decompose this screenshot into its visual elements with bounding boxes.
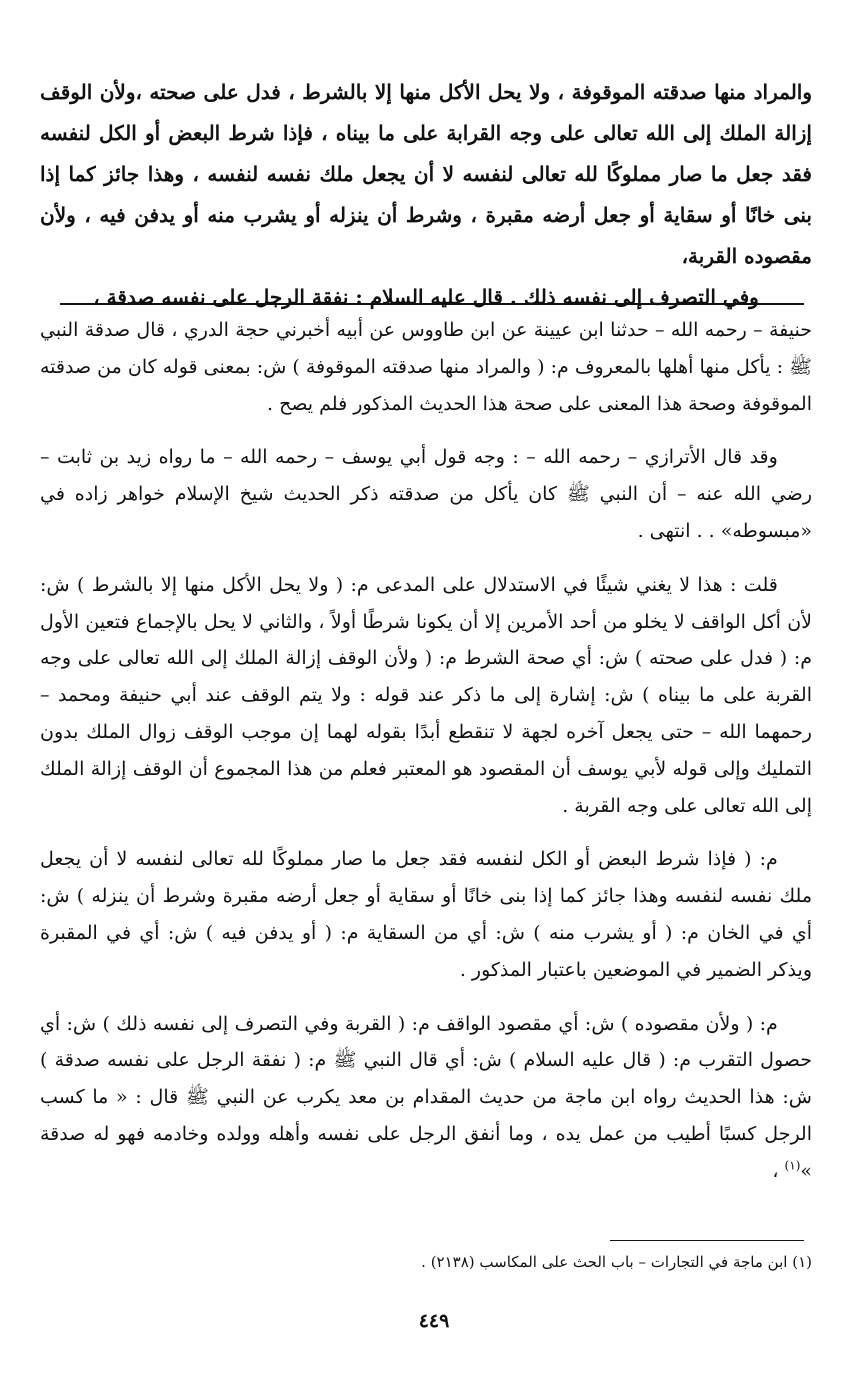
commentary-paragraph [40,1006,812,1190]
commentary-paragraph: م: ( فإذا شرط البعض أو الكل لنفسه فقد جعل ما صار مملوكًا لله تعالى لنفسه لا أن يجعل ملك نفسه لنفسه وهذا جائز كما إذا بنى خانًا أو سقاية أو جعل أرضه مقبرة وشرط أن ينزله ) ش: أي في الخان م: ( أو يشرب منه ) ش: أي من السقاية م: ( أو يدفن فيه ) ش: أي في المقبرة ويذكر الضمير في الموضعين باعتبار المذكور . [40,848,813,981]
footnote: (١) ابن ماجة في التجارات – باب الحث على المكاسب (٢١٣٨) . [421,1253,812,1271]
separator-rule [60,303,804,305]
main-text-last-line: وفي التصرف إلى نفسه ذلك . قال عليه السلام : نفقة الرجل على نفسه صدقة ، [93,285,759,309]
footnote-reference: (١) [784,1158,801,1173]
commentary-paragraph-end: ، [772,1159,785,1182]
commentary [40,312,812,1207]
page-number: ٤٤٩ [418,1310,450,1332]
main-text-body: والمراد منها صدقته الموقوفة ، ولا يحل الأكل منها إلا بالشرط ، فدل على صحته ،ولأن الوقف إزالة الملك إلى الله تعالى على وجه القرابة على ما بيناه ، فإذا شرط البعض أو الكل لنفسه فقد جعل ما صار مملوكًا لله تعالى لنفسه لا أن يجعل ملك نفسه لنفسه ، وهذا جائز كما إذا بنى خانًا أو سقاية أو جعل أرضه مقبرة ، وشرط أن ينزله أو يشرب منه أو يدفن فيه ، ولأن مقصوده القربة، [40,80,812,268]
footnote-rule [610,1240,804,1241]
commentary-paragraph: قلت : هذا لا يغني شيئًا في الاستدلال على المدعى م: ( ولا يحل الأكل منها إلا بالشرط ) ش: لأن أكل الواقف لا يخلو من أحد الأمرين إلا أن يكونا شرطًا أولاً ، والثاني لا يحل بالإجماع فتعين الأول م: ( فدل على صحته ) ش: أي صحة الشرط م: ( ولأن الوقف إزالة الملك إلى الله تعالى على وجه القربة على ما بيناه ) ش: إشارة إلى ما ذكر عند قوله : ولا يتم الوقف عند أبي حنيفة ومحمد – رحمهما الله – حتى يجعل آخره لجهة لا تنقطع أبدًا بقوله لهما إن موجب الوقف زوال الملك بدون التمليك وإلى قوله لأبي يوسف أن المقصود هو المعتبر فعلم من هذا المجموع أن الوقف إزالة الملك إلى الله تعالى على وجه القربة . [40,573,812,817]
commentary-paragraph: حنيفة – رحمه الله – حدثنا ابن عيينة عن ابن طاووس عن أبيه أخبرني حجة الدري ، قال صدقة النبي ﷺ : يأكل منها أهلها بالمعروف م: ( والمراد منها صدقته الموقوفة ) ش: بمعنى قوله كان من صدقته الموقوفة وصحة هذا المعنى على صحة هذا الحديث المذكور فلم يصح . [40,319,812,415]
commentary-paragraph: وقد قال الأترازي – رحمه الله – : وجه قول أبي يوسف – رحمه الله – ما رواه زيد بن ثابت – رضي الله عنه – أن النبي ﷺ كان يأكل من صدقته ذكر الحديث شيخ الإسلام خواهر زاده في «مبسوطه» . . انتهى . [40,446,812,542]
main-text [40,72,812,318]
commentary-paragraph-text: م: ( ولأن مقصوده ) ش: أي مقصود الواقف م: ( القربة وفي التصرف إلى نفسه ذلك ) ش: أي حصول التقرب م: ( قال عليه السلام ) ش: أي قال النبي ﷺ م: ( نفقة الرجل على نفسه صدقة ) ش: هذا الحديث رواه ابن ماجة من حديث المقدام بن معد يكرب عن النبي ﷺ قال : « ما كسب الرجل كسبًا أطيب من عمل يده ، وما أنفق الرجل على نفسه وأهله وولده وخادمه فهو له صدقة » [40,1012,812,1182]
